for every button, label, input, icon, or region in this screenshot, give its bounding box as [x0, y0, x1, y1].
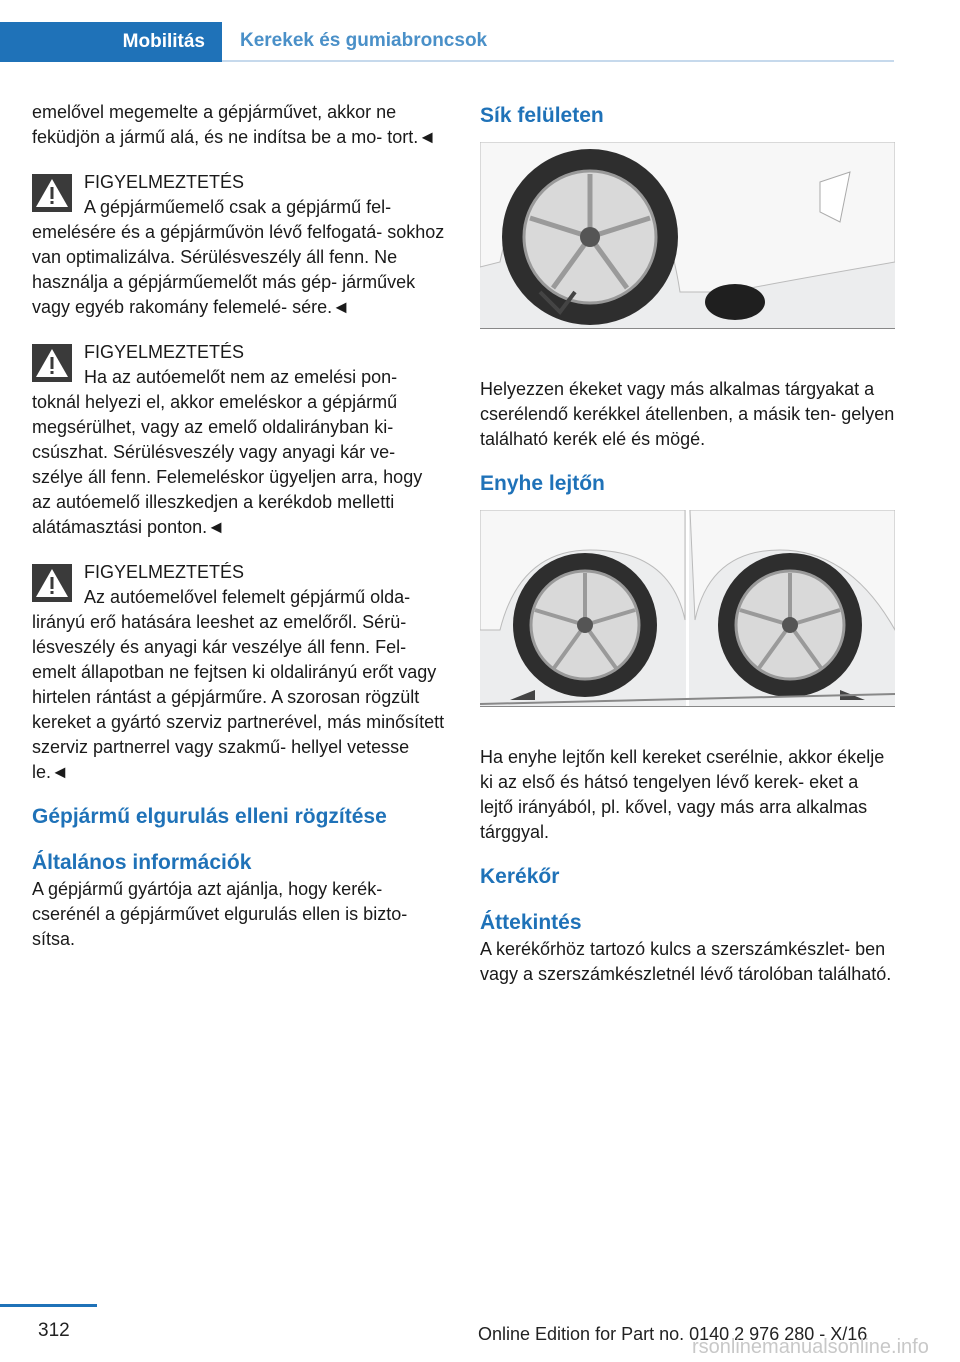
warning-title: FIGYELMEZTETÉS — [84, 172, 245, 192]
warning-title: FIGYELMEZTETÉS — [84, 342, 245, 362]
warning-first-line: Az autóemelővel felemelt gépjármű olda‐ — [84, 587, 411, 607]
warning-text: toknál helyezi el, akkor emeléskor a gépjármű megsérülhet, vagy az emelő oldalirányban ki‐ csúszhat. Sérülésveszély vagy anyagi kár ve‐ szélye áll fenn. Felemeléskor ügyeljen arra, hogy az autóemelő illeszkedjen a kerékdob melletti alátámasztási ponton.◄ — [32, 392, 423, 537]
heading-flat-surface: Sík felületen — [480, 104, 604, 127]
watermark: rsonlinemanualsonline.info — [692, 1336, 929, 1358]
warning-title: FIGYELMEZTETÉS — [84, 562, 245, 582]
intro-paragraph: emelővel megemelte a gépjárművet, akkor ne feküdjön a jármű alá, és ne indítsa be a mo‐ tort.◄ — [32, 102, 437, 147]
warning-first-line: A gépjárműemelő csak a gépjármű fel‐ — [84, 197, 392, 217]
subsection-heading: Általános információk — [32, 851, 252, 874]
warning-icon — [32, 174, 72, 212]
heading-wheel-lock: Kerékőr — [480, 865, 560, 888]
tab-mobilitas[interactable]: Mobilitás — [0, 22, 222, 62]
warning-first-line: Ha az autóemelőt nem az emelési pon‐ — [84, 367, 398, 387]
warning-block — [32, 560, 446, 785]
wheel-lock-text: A kerékőrhöz tartozó kulcs a szerszámkészlet‐ ben vagy a szerszámkészletnél lévő tárolóban található. — [480, 939, 892, 984]
tab-section[interactable]: Kerekek és gumiabroncsok — [222, 22, 894, 62]
warning-icon — [32, 564, 72, 602]
warning-icon — [32, 344, 72, 382]
warning-block — [32, 170, 446, 320]
warning-block — [32, 340, 446, 540]
warning-text: emelésére és a gépjárművön lévő felfogatá‐ sokhoz van optimalizálva. Sérülésveszély áll fenn. Ne használja a gépjárműemelőt más gép‐ járművek vagy egyéb rakomány felemelé‐ sére.◄ — [32, 222, 445, 317]
heading-slope: Enyhe lejtőn — [480, 472, 605, 495]
body-paragraph: A gépjármű gyártója azt ajánlja, hogy kerék‐ cserénél a gépjárművet elgurulás ellen is bizto‐ sítsa. — [32, 879, 408, 949]
right-column — [480, 100, 895, 987]
footer-edition: Online Edition for Part no. 0140 2 976 280 - X/16 — [478, 1324, 868, 1344]
left-column — [32, 100, 446, 952]
image-car-slope — [480, 510, 895, 707]
warning-text: lirányú erő hatására leeshet az emelőről. Sérü‐ lésveszély és anyagi kár veszélye áll fenn. Fel‐ emelt állapotban ne fejtsen ki oldalirányú erőt vagy hirtelen rántást a gépjárműre. A szorosan rögzült kereket a gyártó szerviz partnerével, más minősített szerviz partnerrel vagy szakmű‐ hellyel vetesse le.◄ — [32, 612, 445, 782]
page-number: 312 — [38, 1320, 70, 1341]
flat-surface-text: Helyezzen ékeket vagy más alkalmas tárgyakat a cserélendő kerékkel átellenben, a másik ten‐ gelyen található kerék elé és mögé. — [480, 379, 895, 449]
slope-text: Ha enyhe lejtőn kell kereket cserélnie, akkor ékelje ki az első és hátsó tengelyen lévő kerek‐ eket a lejtő irányából, pl. kővel, vagy más arra alkalmas tárggyal. — [480, 747, 885, 842]
image-car-flat — [480, 142, 895, 329]
footer-rule — [0, 1304, 97, 1307]
section-heading: Gépjármű elgurulás elleni rögzítése — [32, 805, 387, 828]
subheading-overview: Áttekintés — [480, 911, 582, 934]
